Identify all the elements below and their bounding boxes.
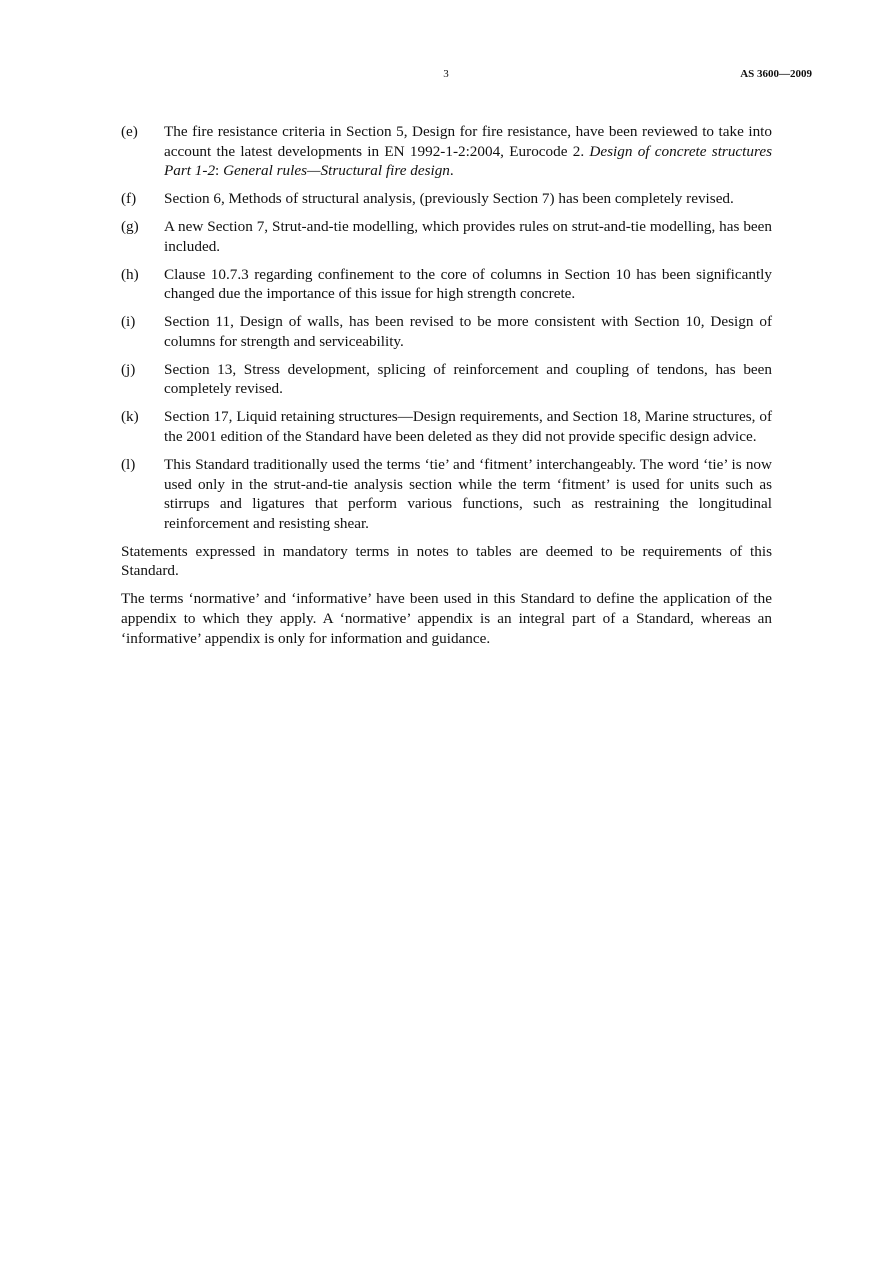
list-item bbox=[121, 407, 772, 446]
list-item bbox=[121, 455, 772, 533]
list-item bbox=[121, 217, 772, 256]
list-item-text bbox=[164, 265, 772, 304]
document-identifier: AS 3600—2009 bbox=[740, 68, 812, 80]
list-item-text bbox=[164, 407, 772, 446]
paragraph: The terms ‘normative’ and ‘informative’ have been used in this Standard to define the application of the appendix to which they apply. A ‘normative’ appendix is an integral part of a Standard, whereas an ‘informative’ appendix is only for information and guidance. bbox=[121, 590, 772, 647]
list-item bbox=[121, 122, 772, 181]
list-item bbox=[121, 360, 772, 399]
list-item-label: (l) bbox=[121, 456, 136, 474]
closing-paragraphs bbox=[121, 542, 772, 648]
body-text: A new Section 7, Strut-and-tie modelling, which provides rules on strut-and-tie modelling, has been included. bbox=[164, 218, 772, 255]
italic-title-text: Design of concrete structures Part 1-2 bbox=[164, 142, 772, 180]
list-item-label: (j) bbox=[121, 360, 136, 378]
list-item-label: (g) bbox=[121, 218, 139, 236]
list-item-text bbox=[164, 189, 772, 209]
list-item-text bbox=[164, 122, 772, 181]
body-text: Section 17, Liquid retaining structures—Design requirements, and Section 18, Marine structures, of the 2001 edition of the Standard have been deleted as they did not provide specific design advice. bbox=[164, 408, 772, 446]
body-text: Section 11, Design of walls, has been revised to be more consistent with Section 10, Design of columns for strength and serviceability. bbox=[164, 313, 772, 350]
list-item-label: (i) bbox=[121, 313, 136, 331]
list-item-label: (h) bbox=[121, 265, 139, 283]
page-body bbox=[121, 122, 772, 657]
page-number: 3 bbox=[443, 68, 449, 80]
body-text: Section 13, Stress development, splicing of reinforcement and coupling of tendons, has been completely revised. bbox=[164, 360, 772, 398]
list-item bbox=[121, 265, 772, 304]
list-item-text bbox=[164, 217, 772, 256]
list-item-label: (e) bbox=[121, 123, 138, 140]
list-item-text bbox=[164, 360, 772, 399]
body-text: The fire resistance criteria in Section 5, Design for fire resistance, have been reviewed to take into account the latest developments in EN 1992-1-2:2004, Eurocode 2. bbox=[164, 123, 772, 160]
paragraph: Statements expressed in mandatory terms in notes to tables are deemed to be requirements of this Standard. bbox=[121, 542, 772, 580]
body-text: : bbox=[215, 162, 224, 180]
list-item-label: (k) bbox=[121, 408, 139, 426]
list-item bbox=[121, 189, 772, 209]
list-item-text bbox=[164, 312, 772, 351]
list-item bbox=[121, 312, 772, 351]
list-item-label: (f) bbox=[121, 190, 137, 208]
list-item-text bbox=[164, 455, 772, 533]
body-text: This Standard traditionally used the terms ‘tie’ and ‘fitment’ interchangeably. The word ‘tie’ is now used only in the strut-and-tie analysis section while the term ‘fitment’ is used for units such as stirrups and ligatures that perform various functions, such as restraining the longitudinal reinforcement and resisting shear. bbox=[164, 456, 772, 532]
amendment-list bbox=[121, 122, 772, 533]
body-text: . bbox=[449, 162, 454, 180]
body-text: Clause 10.7.3 regarding confinement to the core of columns in Section 10 has been significantly changed due the importance of this issue for high strength concrete. bbox=[164, 265, 772, 303]
italic-title-text: General rules—Structural fire design bbox=[223, 162, 450, 180]
body-text: Section 6, Methods of structural analysis, (previously Section 7) has been completely revised. bbox=[164, 190, 734, 208]
